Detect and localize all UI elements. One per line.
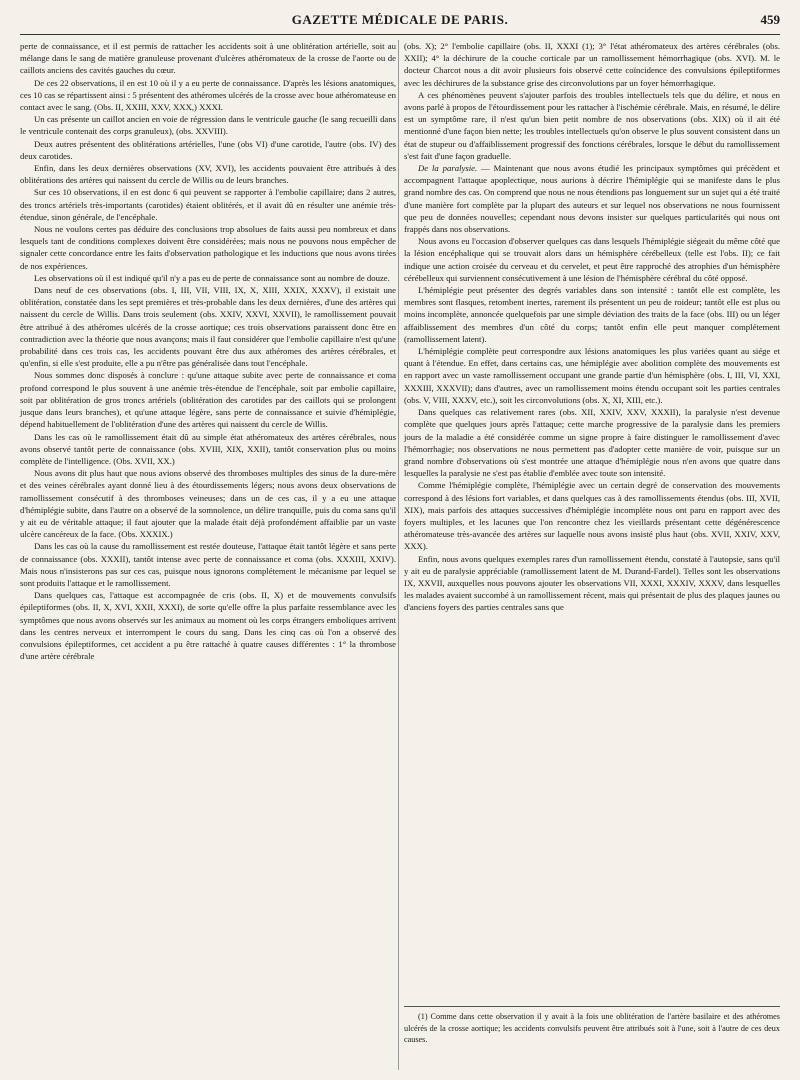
paragraph: Nous avons dit plus haut que nous avions observé des thromboses multiples des sinus de la dure-mère et des veines cérébrales ayant donné lieu à des étourdissements légers; nous avons deux observations de ramollissement consécutif à des thromboses veineuses; dans un de ces cas, il y a eu une attaque d'hémiplégie subite, dans l'autre on a observé de la somnolence, un délire tranquille, puis du coma sans qu'il y ait eu de véritable attaque; il faut ajouter que la malade était déjà profondément affaiblie par un vaste ulcère cancéreux de la face. (Obs. XXXIX.) xyxy=(20,468,396,540)
paragraph: A ces phénomènes peuvent s'ajouter parfois des troubles intellectuels tels que du délire, et nous en avons parlé à propos de l'étourdissement pour les rattacher à l'ischémie cérébrale. Mais, en résumé, le délire est un symptôme rare, il n'est qu'un bien petit nombre de nos observations (obs. XIX) où il ait été mentionné d'une façon bien nette; les troubles intellectuels qu'on observe le plus souvent consistent dans un état de stupeur ou d'affaiblissement progressif des fonctions cérébrales, lorsque le début du ramollissement s'est fait d'une façon graduelle. xyxy=(404,89,780,161)
paragraph: Comme l'hémiplégie complète, l'hémiplégie avec un certain degré de conservation des mouvements correspond à des lésions fort variables, et dans quelques cas à des ramollissements étendus (obs. III, XVII, XIX), mais parfois des attaques successives d'hémiplégie incomplète nous ont paru en rapport avec des foyers multiples, et les lacunes que l'on rencontre chez les vieillards présentant cette dégénérescence athéromateuse très-avancée des artères sur laquelle nous avons insisté plus haut (obs. XVII, XXIV, XXV, XXX). xyxy=(404,480,780,552)
paragraph: Dans les cas où la cause du ramollissement est restée douteuse, l'attaque était tantôt légère et sans perte de connaissance (obs. XXXII), tantôt intense avec perte de connaissance et coma (obs. XXXIII, XXIV). Mais nous n'insisterons pas sur ces cas, puisque nous ignorons complétement le mécanisme par lequel se sont produits l'attaque et le ramollissement. xyxy=(20,541,396,588)
paragraph: Dans neuf de ces observations (obs. I, III, VII, VIII, IX, X, XIII, XXIX, XXXV), il existait une oblitération, constatée dans les sept premières et très-probable dans les deux dernières, d'une des artères qui naissent du cercle de Willis. Dans trois seulement (obs. XXIV, XXVI, XXVII), le ramollissement pouvait être attribué à des athéromes ulcérés de la crosse aortique; ces trois observations paraissent donc être en contradiction avec la théorie que nous avançons; mais il faut considérer que l'embolie capillaire n'est qu'une probabilité dans ces trois cas, les accidents pouvant être dus aux athéromes des artères cérébrales, et qu'enfin, si elle s'est produite, elle a pu n'être pas généralisée dans tout l'encéphale. xyxy=(20,285,396,369)
page-header xyxy=(20,12,780,34)
paragraph: De ces 22 observations, il en est 10 où il y a eu perte de connaissance. D'après les lésions anatomiques, ces 10 cas se répartissent ainsi : 5 présentent des athéromes ulcérés de la crosse avec boue athéromateuse en contact avec le sang. (Obs. II, XXIII, XXV, XXX,) XXXI. xyxy=(20,77,396,113)
left-column xyxy=(20,40,396,662)
paragraph: Sur ces 10 observations, il en est donc 6 qui peuvent se rapporter à l'embolie capillaire; dans 2 autres, des troncs artériels très-importants (carotides) étaient oblitérés, et il avait dû en résulter une anémie très-étendue, sinon générale, de l'encéphale. xyxy=(20,187,396,222)
paragraph: (obs. X); 2° l'embolie capillaire (obs. II, XXXI (1); 3° l'état athéromateux des artères cérébrales (obs. XXII); 4° la déchirure de la couche corticale par un ramollissement hémorrhagique (obs. XVI). M. le docteur Charcot nous a dit avoir plusieurs fois observé cette coïncidence des convulsions épileptiformes avec les déchirures de la substance grise des circonvolutions par un foyer hémorrhagique. xyxy=(404,41,780,88)
paragraph: Nous sommes donc disposés à conclure : qu'une attaque subite avec perte de connaissance et coma profond correspond le plus souvent à une anémie très-étendue de l'encéphale, soit par embolie capillaire, soit par oblitération de gros troncs artériels (oblitération des carotides par des caillots qui se prolongent jusque dans leurs branches), et qu'une attaque légère, sans perte de connaissance et suivie d'hémiplégie, dépend habituellement de l'oblitération d'une des artères qui naissent du cercle de Willis. xyxy=(20,370,396,430)
paragraph: Dans les cas où le ramollissement était dû au simple état athéromateux des artères cérébrales, nous avons observé tantôt perte de connaissance (obs. XVIII, XIX, XXII), tantôt conservation plus ou moins complète de l'intelligence. (Obs. XVII, XX.) xyxy=(20,431,396,466)
footnote-rule xyxy=(404,1006,780,1007)
paragraph: Nous ne voulons certes pas déduire des conclusions trop absolues de faits aussi peu nombreux et dans lesquels tant de conditions complexes doivent être considérées; mais nous ne pouvons nous empêcher de signaler cette concordance entre les faits d'observation pathologique et les inductions que nous avons tirées de nos expériences. xyxy=(20,224,396,271)
paragraph: Les observations où il est indiqué qu'il n'y a pas eu de perte de connaissance sont au nombre de douze. xyxy=(34,272,390,283)
header-rule xyxy=(20,34,780,35)
paragraph: Un cas présente un caillot ancien en voie de régression dans le ventricule gauche (le sang recueilli dans le ventricule contenait des corps granuleux), (obs. XXVIII). xyxy=(20,114,396,137)
column-divider xyxy=(398,40,399,1070)
paragraph: Dans quelques cas, l'attaque est accompagnée de cris (obs. II, X) et de mouvements convulsifs épileptiformes (obs. II, X, XVI, XXII, XXXI), de sorte qu'elle offre la plus parfaite ressemblance avec les symptômes que nous avons observés sur les animaux au moment où les corps étrangers emboliques arrivent dans les centres nerveux et interrompent le cours du sang. Dans les cinq cas où l'on a observé des convulsions épileptiformes, cet accident a pu être rattaché à quatre causes différentes : 1° la thrombose d'une artère cérébrale xyxy=(20,590,396,662)
page-number: 459 xyxy=(760,12,780,27)
paragraph: L'hémiplégie peut présenter des degrés variables dans son intensité : tantôt elle est complète, les membres sont flasques, retombent inertes, rarement ils présentent un peu de roideur; tantôt elle est plus ou moins incomplète, annoncée quelquefois par une simple déviation des traits de la face (obs. III) ou un léger affaiblissement des membres d'un côté du corps; tantôt enfin elle peut manquer complétement (ramollissement latent). xyxy=(404,285,780,344)
right-column xyxy=(404,40,780,614)
paragraph-de-la-paralysie: De la paralysie. — Maintenant que nous avons étudié les principaux symptômes qui précèdent et accompagnent l'attaque apoplectique, nous aurions à décrire l'hémiplégie qui se manifeste dans le plus grand nombre des cas. On comprend que nous ne nous étendions pas longuement sur un sujet qui a été traité d'une manière fort complète par la plupart des auteurs et sur lequel nos observations ne nous fournissent que peu de données nouvelles; cependant nous devons insister sur quelques particularités qui nous ont frappés dans nos observations. xyxy=(404,163,780,235)
paragraph: Dans quelques cas relativement rares (obs. XII, XXIV, XXV, XXXII), la paralysie n'est devenue complète que quelques jours après l'attaque; cette marche progressive de la paralysie dans les premiers jours de la maladie a été considérée comme un signe propre à faire distinguer le ramollissement d'avec l'hémorrhagie; nos observations ne nous permettent pas d'adopter cette manière de voir, puisque sur un grand nombre d'observations où s'est montrée une attaque d'hémiplégie nous n'en avons que quatre dans lesquelles la paralysie ne s'est pas établie d'emblée avec toute son intensité. xyxy=(404,407,780,479)
paragraph: Nous avons eu l'occasion d'observer quelques cas dans lesquels l'hémiplégie siégeait du même côté que la lésion encéphalique qui se trouvait alors dans un hémisphère cérébelleux (telle est l'obs. II); ce fait indique une action croisée du cerveau et du cervelet, et peut être rapproché des atrophies d'un hémisphère cérébelleux qui surviennent consécutivement à une lésion de l'hémisphère cérébral du côté opposé. xyxy=(404,236,780,283)
paragraph: perte de connaissance, et il est permis de rattacher les accidents soit à une oblitération artérielle, soit au mélange dans le sang de matière granuleuse provenant d'ulcères athéromateux de la crosse de l'aorte ou de caillots anciens des cavités gauches du cœur. xyxy=(20,41,396,76)
footnote-text: (1) Comme dans cette observation il y avait à la fois une oblitération de l'artère basilaire et des athéromes ulcérés de la crosse aortique; les accidents convulsifs peuvent être attribués soit à l'une, soit à l'autre de ces deux causes. xyxy=(404,1012,780,1044)
paragraph: Enfin, nous avons quelques exemples rares d'un ramollissement étendu, constaté à l'autopsie, sans qu'il y ait eu de paralysie appréciable (ramollissement latent de M. Durand-Fardel). Telles sont les observations IX, XXVII, auxquelles nous pouvons ajouter les observations VII, XXXI, XXXIV, XXXV, dans lesquelles les malades avaient succombé à un ramollissement récent, mais qui présentait de plus des plaques jaunes ou d'anciens foyers des parties centrales sans que xyxy=(404,553,780,613)
paragraph: Enfin, dans les deux dernières observations (XV, XVI), les accidents pouvaient être attribués à des oblitérations des artères qui naissent du cercle de Willis ou de leurs branches. xyxy=(20,163,396,186)
journal-title: GAZETTE MÉDICALE DE PARIS. xyxy=(291,12,509,27)
paragraph: L'hémiplégie complète peut correspondre aux lésions anatomiques les plus variées quant au siége et quant à l'étendue. En effet, dans certains cas, une hémiplégie avec abolition complète des mouvements est en rapport avec un vaste ramollissement occupant une grande partie d'un hémisphère (obs. I, III, VI, XXI, XXXIII, XXXVII); dans d'autres, avec un ramollissement moins étendu occupant soit les parties centrales (obs. V, VIII, XXXV, etc.), soit les circonvolutions (obs. X, XI, XIII, etc.). xyxy=(404,346,780,405)
footnote xyxy=(404,1011,780,1046)
paragraph: Deux autres présentent des oblitérations artérielles, l'une (obs VI) d'une carotide, l'autre (obs. IV) des deux carotides. xyxy=(20,138,396,161)
